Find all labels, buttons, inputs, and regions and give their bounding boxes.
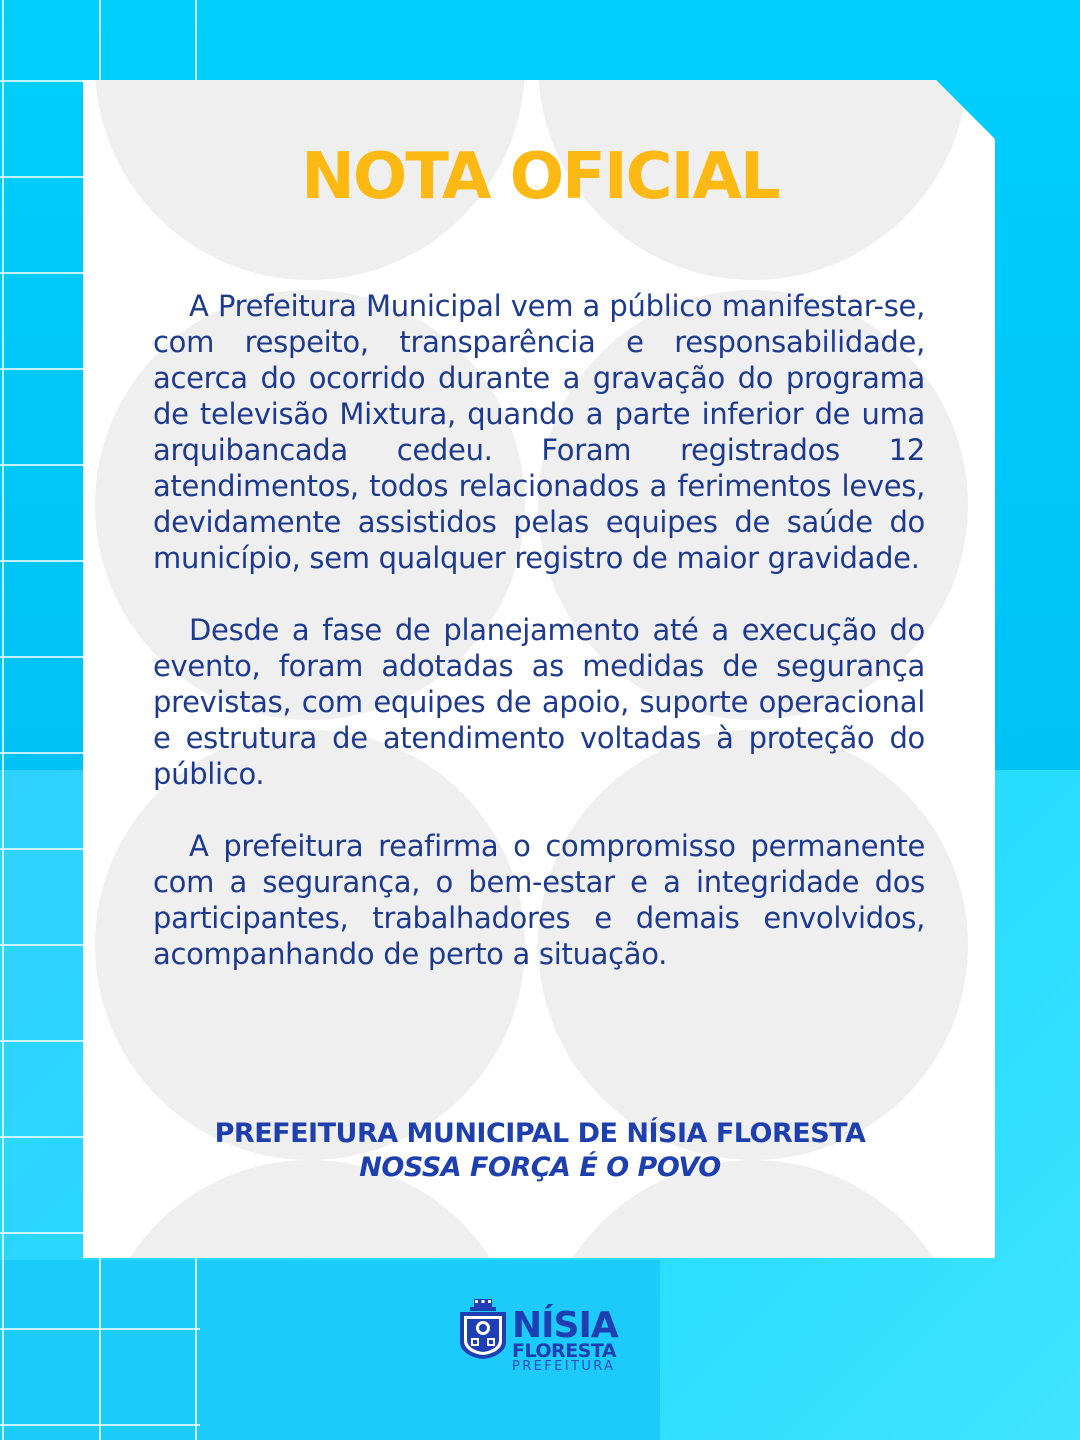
municipal-coat-of-arms-icon bbox=[456, 1298, 510, 1360]
motto: NOSSA FORÇA É O POVO bbox=[359, 1152, 721, 1183]
organization-name: PREFEITURA MUNICIPAL DE NÍSIA FLORESTA bbox=[214, 1118, 866, 1149]
logo-line-3: PREFEITURA bbox=[512, 1359, 616, 1374]
notice-paragraph: Desde a fase de planejamento até a execução do evento, foram adotadas as medidas de segurança previstas, com equipes de apoio, suporte operacional e estrutura de atendimento voltadas à proteção do público. bbox=[153, 613, 925, 791]
page-title: NOTA OFICIAL bbox=[301, 140, 779, 214]
logo-wordmark bbox=[512, 1305, 618, 1374]
notice-body bbox=[153, 288, 925, 972]
logo-line-2: FLORESTA bbox=[512, 1340, 617, 1362]
notice-paragraph: A prefeitura reafirma o compromisso permanente com a segurança, o bem-estar e a integridade dos participantes, trabalhadores e demais envolvidos, acompanhando de perto a situação. bbox=[153, 829, 925, 971]
notice-paragraph: A Prefeitura Municipal vem a público manifestar-se, com respeito, transparência e responsabilidade, acerca do ocorrido durante a gravação do programa de televisão Mixtura, quando a parte inferior de uma arquibancada cedeu. Foram registrados 12 atendimentos, todos relacionados a ferimentos leves, devidamente assistidos pelas equipes de saúde do município, sem qualquer registro de maior gravidade. bbox=[153, 289, 925, 575]
signature-block bbox=[0, 1117, 1080, 1185]
logo-line-1: NÍSIA bbox=[512, 1305, 618, 1346]
